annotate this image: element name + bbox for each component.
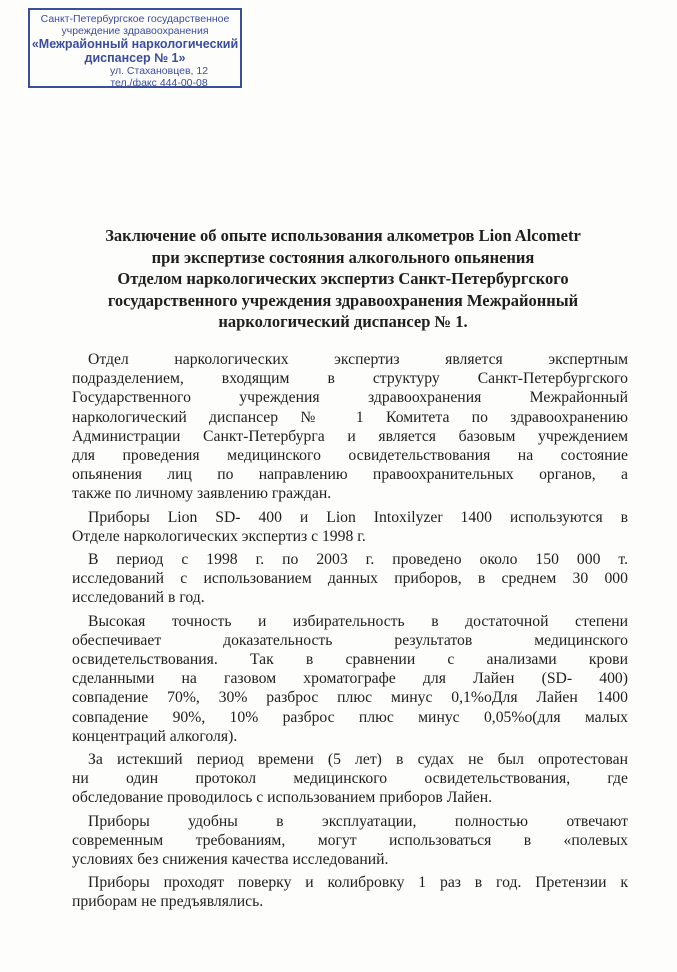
institution-stamp [28,8,242,88]
stamp-address: ул. Стахановцев, 12 [109,65,209,77]
text-line: исследований с использованием данных приборов, в среднем 30 000 [72,570,628,588]
text-line: концентраций алкоголя). [72,727,238,745]
text-line: приборам не предъявлялись. [72,893,264,911]
stamp-phone: тел./факс 444-00-08 [110,77,208,89]
text-line: совпадение 90%, 10% разброс плюс минус 0,05%о(для малых [72,708,628,726]
text-line: Администрации Санкт-Петербурга и является базовым учреждением [72,427,628,445]
paragraph-period [72,550,628,608]
paragraph-usability [72,812,628,870]
title-line: Заключение об опыте использования алкометров Lion Alcometr [105,226,581,245]
text-line: Отдел наркологических экспертиз является экспертным [88,351,628,368]
text-line: наркологический диспансер № 1 Комитета по здравоохранению [72,408,628,426]
text-line: Приборы Lion SD- 400 и Lion Intoxilyzer 1400 используются в [88,508,628,526]
text-line: исследований в год. [72,589,205,607]
document-title [60,225,626,333]
text-line: Отделе наркологических экспертиз с 1998 г. [72,527,366,545]
text-line: В период с 1998 г. по 2003 г. проведено около 150 000 т. [88,551,628,569]
text-line: условиях без снижения качества исследований. [72,851,389,869]
stamp-line-1: Санкт-Петербургское государственное [40,13,230,25]
document-body [72,350,628,916]
text-line: современным требованиям, могут использоваться в «полевых [72,831,628,849]
paragraph-calibration [72,873,628,911]
paragraph-courts [72,750,628,808]
text-line: также по личному заявлению граждан. [72,485,332,503]
title-line: при экспертизе состояния алкогольного опьянения [151,247,535,267]
stamp-line-3: «Межрайонный наркологический [31,37,239,51]
text-line: Приборы проходят поверку и колибровку 1 раз в год. Претензии к [88,874,628,892]
title-line: Отделом наркологических экспертиз Санкт-Петербургского [117,269,569,288]
stamp-line-4: диспансер № 1» [84,51,186,65]
text-line: Приборы удобны в эксплуатации, полностью отвечают [88,812,628,830]
text-line: сделанными на газовом хроматографе для Лайен (SD- 400) [72,670,628,688]
paragraph-department [72,350,628,504]
text-line: освидетельствования. Так в сравнении с анализами крови [72,651,628,669]
text-line: подразделением, входящим в структуру Санкт-Петербургского [72,370,628,388]
title-line: государственного учреждения здравоохранения Межрайонный [107,290,579,310]
text-line: обеспечивает доказательность результатов медицинского [72,631,628,649]
text-line: ни один протокол медицинского освидетельствования, где [72,770,628,788]
text-line: Государственного учреждения здравоохранения Межрайонный [72,389,628,407]
title-line: наркологический диспансер № 1. [218,312,468,331]
stamp-line-2: учреждение здравоохранения [61,25,209,37]
text-line: опьянения лиц по направлению правоохранительных органов, а [72,466,628,484]
text-line: Высокая точность и избирательность в достаточной степени [88,612,628,630]
text-line: обследование проводилось с использованием приборов Лайен. [72,789,493,807]
text-line: За истекший период времени (5 лет) в судах не был опротестован [88,751,628,769]
paragraph-devices [72,508,628,546]
text-line: совпадение 70%, 30% разброс плюс минус 0,1%оДля Лайен 1400 [72,689,628,707]
paragraph-accuracy [72,612,628,746]
text-line: для проведения медицинского освидетельствования на состояние [72,447,628,465]
